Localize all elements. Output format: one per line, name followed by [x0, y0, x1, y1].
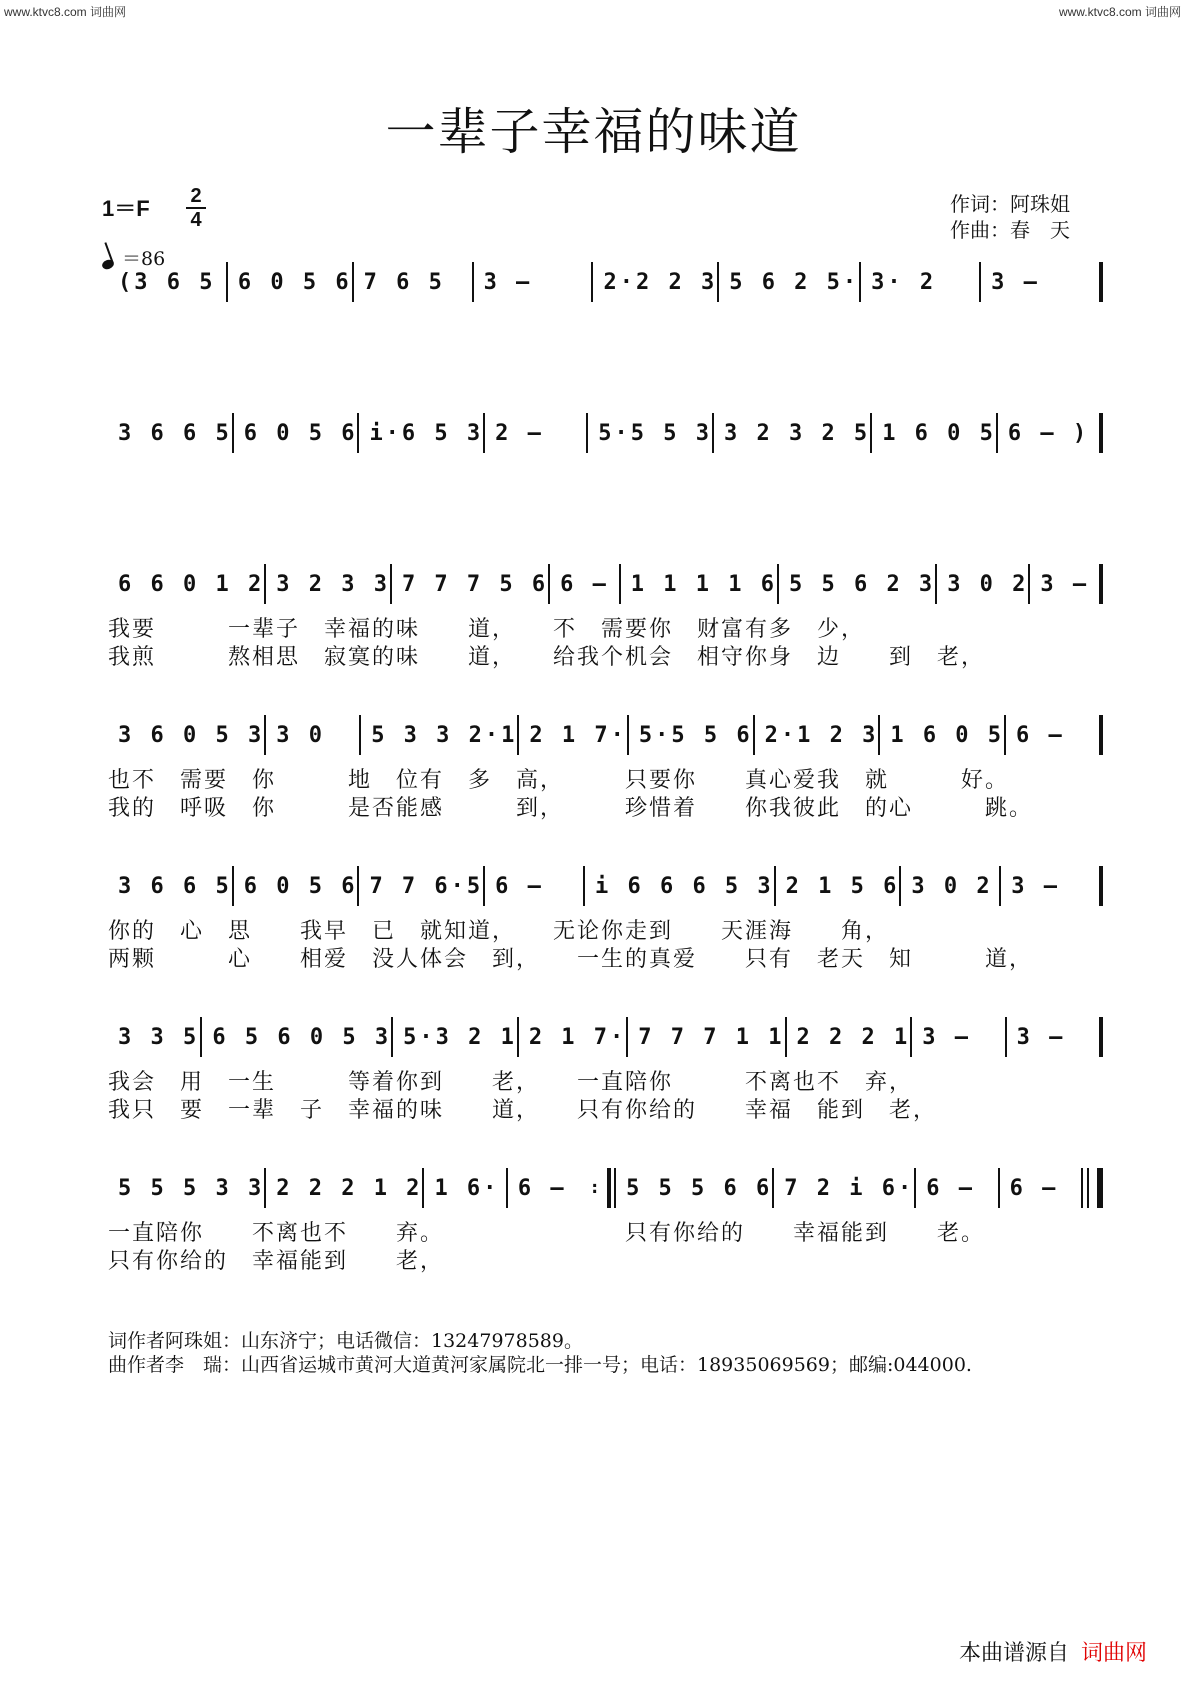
measure: 7 7 6·5	[359, 866, 485, 906]
measure: 3 2 3 3	[266, 564, 392, 604]
measure: 3 3 5	[108, 1017, 202, 1057]
measure: 3 0 2	[901, 866, 1001, 906]
barline	[1101, 1017, 1103, 1057]
time-top: 2	[190, 185, 202, 207]
watermark-right: www.ktvc8.com 词曲网	[1058, 5, 1181, 19]
lyrics-row-4-verse-2: 我的 呼吸 你 是否能感 到， 珍惜着 你我彼此 的心 跳。	[108, 796, 1034, 821]
lyrics-row-6-verse-2: 我只 要 一辈 子 幸福的味 道， 只有你给的 幸福 能到 老，	[108, 1098, 938, 1123]
measure: 7 6 5	[354, 262, 474, 302]
measure: 6 –	[517, 1175, 567, 1201]
measure: 5·5 5 3	[588, 413, 714, 453]
measure: 2 –	[485, 413, 588, 453]
score-row-4	[108, 715, 1103, 755]
measure: 3 6 6 5	[108, 413, 234, 453]
measure: 1 6 0 5	[880, 715, 1006, 755]
measure: 7 2 i 6·	[774, 1168, 916, 1208]
key-signature: 1＝F	[102, 196, 150, 221]
barline	[1101, 564, 1103, 604]
lyrics-row-4-verse-1: 也不 需要 你 地 位有 多 高， 只要你 真心爱我 就 好。	[108, 768, 1010, 793]
watermark-left: www.ktvc8.com 词曲网	[4, 5, 127, 19]
measure: 3 –	[981, 262, 1101, 302]
score-row-3	[108, 564, 1103, 604]
measure: 2 1 7·	[519, 1017, 628, 1057]
lyrics-row-7-verse-1: 一直陪你 不离也不 弃。 只有你给的 幸福能到 老。	[108, 1221, 986, 1246]
measure: 3 2 3 2 5	[714, 413, 872, 453]
score-row-6	[108, 1017, 1103, 1057]
barline	[1101, 715, 1103, 755]
final-barline	[1087, 1168, 1103, 1208]
measure: 5 5 5 3 3	[108, 1168, 266, 1208]
lyrics-row-3-verse-2: 我煎 熬相思 寂寞的味 道， 给我个机会 相守你身 边 到 老，	[108, 645, 986, 670]
lyrics-row-3-verse-1: 我要 一辈子 幸福的味 道， 不 需要你 财富有多 少，	[108, 617, 866, 642]
measure: 6 –	[1006, 715, 1101, 755]
lyrics-row-5-verse-2: 两颗 心 相爱 没人体会 到， 一生的真爱 只有 老天 知 道，	[108, 947, 1034, 972]
lyricist-contact: 词作者阿珠姐：山东济宁；电话微信：13247978589。	[108, 1330, 583, 1352]
source-credit	[959, 1636, 1147, 1667]
time-signature	[186, 186, 206, 230]
score-row-1	[108, 262, 1103, 302]
tempo-value: ＝86	[122, 248, 166, 270]
repeat-sign: :	[589, 1168, 616, 1208]
measure: 6 – )	[998, 413, 1101, 453]
measure: 6 0 5 6	[234, 866, 360, 906]
measure: 5·3 2 1	[393, 1017, 519, 1057]
barline	[1101, 866, 1103, 906]
measure: 3· 2	[861, 262, 981, 302]
measure: i·6 5 3	[359, 413, 485, 453]
source-site-link[interactable]: 词曲网	[1080, 1640, 1147, 1665]
score-row-7	[108, 1168, 1103, 1208]
measure: 1 1 1 1 6	[621, 564, 779, 604]
measure: 5·5 5 6	[629, 715, 755, 755]
measure: 3 –	[474, 262, 594, 302]
measure: 6 0 5 6	[228, 262, 354, 302]
measure: 2·1 2 3	[755, 715, 881, 755]
measure: 2 2 2 1 2	[266, 1168, 424, 1208]
song-title: 一辈子幸福的味道	[385, 103, 802, 161]
lyricist: 作词：阿珠姐	[950, 192, 1070, 216]
measure: 6 0 5 6	[234, 413, 360, 453]
measure: 5 6 2 5·	[719, 262, 861, 302]
measure: 3 0 2	[937, 564, 1030, 604]
measure: 2·2 2 3	[593, 262, 719, 302]
measure: 3 –	[1007, 1017, 1101, 1057]
measure: 3 –	[912, 1017, 1006, 1057]
measure: 6 –	[485, 866, 585, 906]
lyrics-row-6-verse-1: 我会 用 一生 等着你到 老， 一直陪你 不离也不 弃，	[108, 1070, 914, 1095]
lyrics-row-7-verse-2: 只有你给的 幸福能到 老，	[108, 1249, 445, 1274]
measure: 6 –	[1000, 1168, 1083, 1208]
measure: 6 –	[916, 1168, 999, 1208]
measure: 3 –	[1030, 564, 1101, 604]
measure: i 6 6 6 5 3	[585, 866, 776, 906]
measure: 1 6·	[424, 1168, 507, 1208]
barline	[1101, 413, 1103, 453]
measure: 1 6 0 5	[872, 413, 998, 453]
measure: (3 6 5	[108, 262, 228, 302]
measure: 5 5 6 2 3	[779, 564, 937, 604]
measure: 7 7 7 5 6	[392, 564, 550, 604]
measure: 6 5 6 0 5 3	[202, 1017, 393, 1057]
measure: 2 2 2 1	[787, 1017, 913, 1057]
score-row-5	[108, 866, 1103, 906]
composer-contact: 曲作者李 瑞：山西省运城市黄河大道黄河家属院北一排一号；电话：18935069569；邮编:044000.	[108, 1354, 972, 1376]
measure: 3 –	[1001, 866, 1101, 906]
lyrics-row-5-verse-1: 你的 心 思 我早 已 就知道， 无论你走到 天涯海 角，	[108, 919, 890, 944]
measure: 5 3 3 2·1	[361, 715, 519, 755]
barline	[1101, 262, 1103, 302]
measure: 6 6 0 1 2	[108, 564, 266, 604]
source-label: 本曲谱源自	[958, 1640, 1069, 1665]
composer: 作曲：春 天	[950, 218, 1070, 242]
measure: 6 –	[550, 564, 621, 604]
measure: 7 7 7 1 1	[628, 1017, 786, 1057]
measure: 2 1 5 6	[776, 866, 902, 906]
measure: 3 6 0 5 3	[108, 715, 266, 755]
score-row-2	[108, 413, 1103, 453]
measure: 2 1 7·	[519, 715, 628, 755]
measure: 5 5 5 6 6	[616, 1168, 774, 1208]
measure: 3 0	[266, 715, 361, 755]
time-bottom: 4	[190, 209, 202, 231]
measure: 3 6 6 5	[108, 866, 234, 906]
